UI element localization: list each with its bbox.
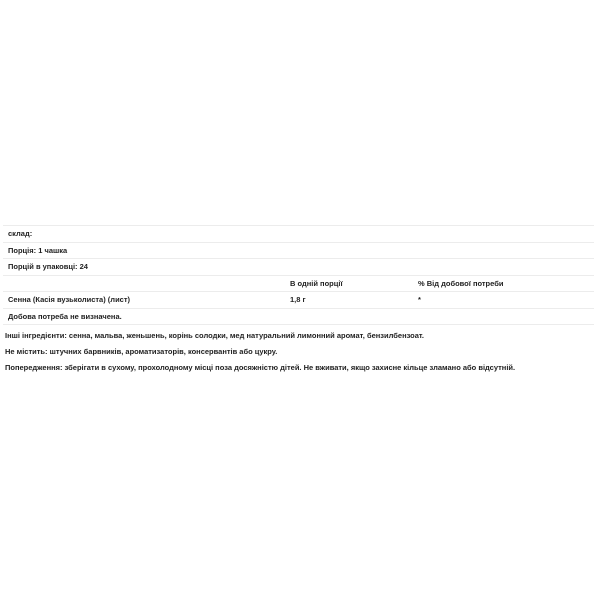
serving-size: Порція: 1 чашка	[3, 242, 594, 259]
daily-value-footnote: Добова потреба не визначена.	[3, 308, 594, 325]
table-header-row	[3, 275, 594, 292]
column-header-per-serving: В одній порції	[285, 275, 413, 292]
servings-per-container: Порцій в упаковці: 24	[3, 259, 594, 276]
facts-title: склад:	[3, 226, 594, 243]
column-header-daily-value: % Від добової потреби	[413, 275, 594, 292]
ingredient-name: Сенна (Касія вузьколиста) (лист)	[3, 292, 285, 309]
table-row	[3, 292, 594, 309]
warning-text: Попередження: зберігати в сухому, прохолодному місці поза досяжністю дітей. Не вживати, якщо захисне кільце зламано або відсутній.	[5, 363, 516, 372]
column-header-name	[3, 275, 285, 292]
supplement-facts-table	[3, 225, 594, 325]
ingredient-daily-value: *	[413, 292, 594, 309]
other-ingredients-text: Інші інгредієнти: сенна, мальва, женьшень, корінь солодки, мед натуральний лимонний аромат, бензилбензоат.	[5, 331, 425, 340]
table-row-serving-size	[3, 242, 594, 259]
table-row-servings-per-container	[3, 259, 594, 276]
free-of-text: Не містить: штучних барвників, ароматизаторів, консервантів або цукру.	[5, 347, 278, 356]
table-row-footnote	[3, 308, 594, 325]
product-notes	[5, 331, 595, 379]
table-row-title	[3, 226, 594, 243]
ingredient-amount: 1,8 г	[285, 292, 413, 309]
